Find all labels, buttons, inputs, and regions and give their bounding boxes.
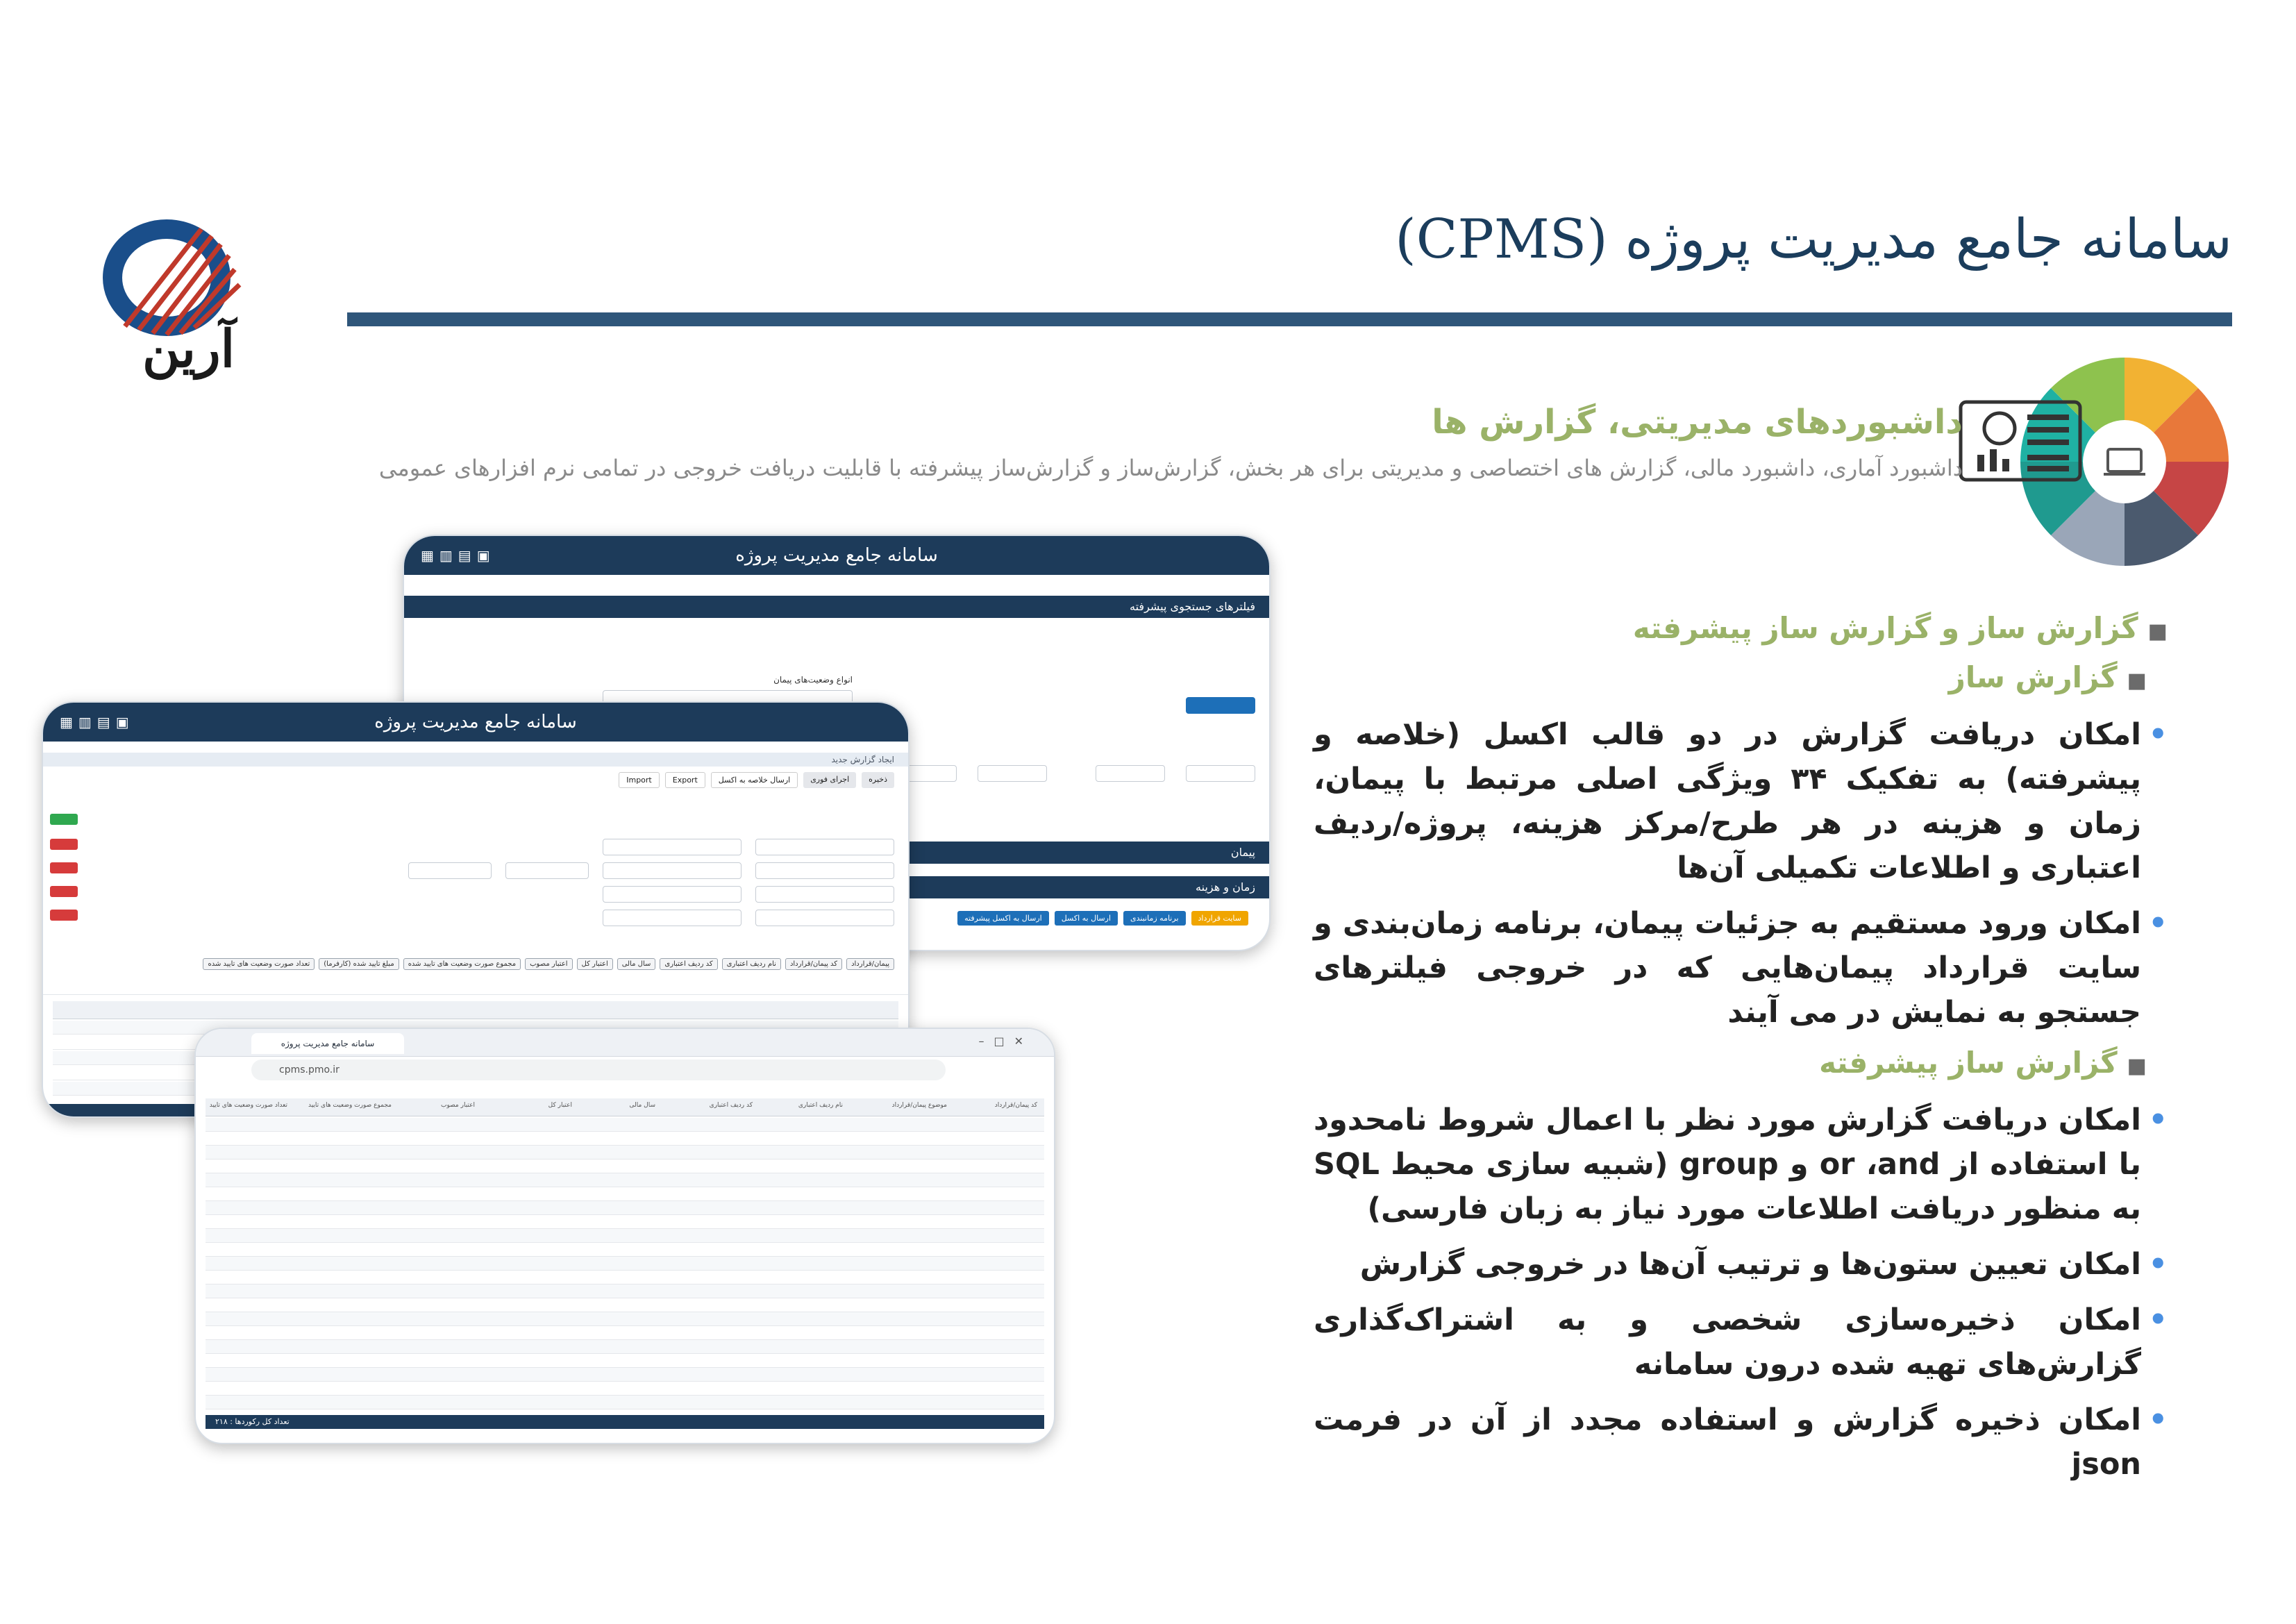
contract-site-button[interactable]: سایت قرارداد (1191, 911, 1248, 926)
table-row[interactable] (206, 1187, 1044, 1201)
bullet-text: امکان دریافت گزارش مورد نظر با اعمال شروط نامحدود با استفاده از or ،and و group (شبیه سازی محیط SQL به منظور دریافت اطلاعات مورد نیاز به زبان فارسی) (1314, 1103, 2141, 1226)
condition-field[interactable] (603, 862, 741, 879)
grid-footer: تعداد کل رکوردها : ۲۱۸ (206, 1415, 1044, 1429)
column-chip[interactable]: کد ردیف اعتباری (660, 958, 717, 970)
grid-header (53, 1001, 898, 1019)
browser-tab[interactable]: سامانه جامع مدیریت پروژه (251, 1033, 404, 1054)
column-chip[interactable]: مبلغ تایید شده (کارفرما) (319, 958, 399, 970)
excel-advanced-button[interactable]: ارسال به اکسل پیشرفته (957, 911, 1049, 926)
grid-header (206, 1098, 1044, 1116)
grid-column-header[interactable]: اعتبار مصوب (441, 1102, 475, 1109)
table-row[interactable] (206, 1368, 1044, 1382)
table-row[interactable] (206, 1354, 1044, 1368)
condition-field[interactable] (755, 886, 894, 903)
selected-columns (203, 958, 894, 970)
dot-bullet-icon: • (2148, 1403, 2168, 1437)
condition-field[interactable] (603, 910, 741, 926)
grid-column-header[interactable]: موضوع پیمان/قرارداد (891, 1102, 947, 1109)
bullet-text: امکان دریافت گزارش در دو قالب اکسل (خلاصه و پیشرفته) به تفکیک ۳۴ ویژگی اصلی مرتبط با پیمان، زمان و هزینه در هر طرح/مرکز هزینه، پروژه/ردیف اعتباری و اطلاعات تکمیلی آن‌ها (1314, 717, 2141, 885)
table-row[interactable] (206, 1257, 1044, 1271)
bullet-text: امکان ذخیره‌سازی شخصی و به اشتراک‌گذاری گزارش‌های تهیه شده درون سامانه (1314, 1303, 2141, 1382)
divider (43, 994, 908, 995)
panel-heading (1314, 611, 2168, 645)
condition-value[interactable] (408, 862, 492, 879)
app-header (43, 703, 908, 742)
remove-condition-button[interactable] (50, 862, 78, 873)
section-description: داشبورد آماری، داشبورد مالی، گزارش های اختصاصی و مدیریتی برای هر بخش، گزارش‌ساز و گزارش‌ساز پیشرفته با قابلیت دریافت خروجی در تمامی نرم افزارهای عمومی (378, 455, 1963, 481)
column-chip[interactable]: پیمان/قرارداد (846, 958, 894, 970)
condition-value[interactable] (505, 862, 589, 879)
select-button[interactable] (1186, 697, 1255, 714)
condition-field[interactable] (755, 910, 894, 926)
remove-condition-button[interactable] (50, 839, 78, 850)
subheading-text: گزارش ساز (1948, 660, 2118, 694)
app-title: سامانه جامع مدیریت پروژه (374, 712, 577, 733)
table-row[interactable] (206, 1326, 1044, 1340)
title-underline (347, 312, 2232, 326)
column-chip[interactable]: کد پیمان/قرارداد (785, 958, 842, 970)
remove-condition-button[interactable] (50, 886, 78, 897)
condition-field[interactable] (755, 862, 894, 879)
subheading-advanced-report-builder (1314, 1046, 2147, 1080)
table-row[interactable] (206, 1132, 1044, 1146)
table-row[interactable] (206, 1118, 1044, 1132)
window-controls[interactable]: –□✕ (978, 1035, 1033, 1048)
grid-column-header[interactable]: مجموع صورت وضعیت های تایید (308, 1102, 392, 1109)
time-cost-section-bar[interactable]: زمان و هزینه (404, 876, 1269, 898)
dot-bullet-icon: • (2148, 906, 2168, 941)
dot-bullet-icon: • (2148, 1103, 2168, 1137)
table-row[interactable] (206, 1396, 1044, 1409)
screenshot-results-browser (194, 1028, 1055, 1444)
excel-button[interactable]: ارسال به اکسل (1055, 911, 1118, 926)
dot-bullet-icon: • (2148, 1303, 2168, 1337)
table-row[interactable] (206, 1160, 1044, 1173)
column-chip[interactable]: نام ردیف اعتباری (722, 958, 781, 970)
dot-bullet-icon: • (2148, 717, 2168, 752)
app-title: سامانه جامع مدیریت پروژه (735, 545, 938, 566)
bullet-item (1314, 1098, 2168, 1231)
report-toolbar (619, 772, 894, 788)
remove-condition-button[interactable] (50, 910, 78, 921)
save-button[interactable]: ذخیره (862, 772, 894, 788)
export-button[interactable]: Export (665, 772, 705, 788)
bullet-text: امکان ورود مستقیم به جزئیات پیمان، برنامه زمان‌بندی و سایت قرارداد پیمان‌هایی که در خروجی فیلترهای جستجو به نمایش در می آیند (1314, 906, 2141, 1030)
square-bullet-icon: ■ (2147, 619, 2168, 644)
import-button[interactable]: Import (619, 772, 660, 788)
date-field[interactable] (1096, 765, 1165, 782)
feature-panel (1314, 611, 2168, 1498)
square-bullet-icon: ■ (2127, 1054, 2147, 1078)
address-bar[interactable]: cpms.pmo.ir (251, 1060, 946, 1080)
schedule-button[interactable]: برنامه زمانبندی (1123, 911, 1185, 926)
bullet-item (1314, 901, 2168, 1035)
column-chip[interactable]: اعتبار کل (577, 958, 613, 970)
breadcrumb: ایجاد گزارش جدید (43, 753, 908, 767)
column-chip[interactable]: سال مالی (617, 958, 656, 970)
bullet-item (1314, 1298, 2168, 1387)
bullet-item (1314, 712, 2168, 890)
table-row[interactable] (206, 1215, 1044, 1229)
dot-bullet-icon: • (2148, 1247, 2168, 1282)
column-chip[interactable]: تعداد صورت وضعیت های تایید شده (203, 958, 315, 970)
page-title: سامانه جامع مدیریت پروژه (CPMS) (1395, 208, 2232, 271)
app-header (404, 536, 1269, 575)
table-row[interactable] (206, 1173, 1044, 1187)
panel-heading-text: گزارش ساز و گزارش ساز پیشرفته (1632, 611, 2138, 645)
toolbar-icons: ▣▤▥▦ (60, 714, 135, 730)
condition-field[interactable] (603, 886, 741, 903)
subheading-report-builder (1314, 660, 2147, 694)
browser-tabbar (196, 1029, 1054, 1057)
add-condition-button[interactable] (50, 814, 78, 825)
grid-column-header[interactable]: کد ردیف اعتباری (709, 1102, 753, 1109)
condition-field[interactable] (603, 839, 741, 855)
bullet-item (1314, 1398, 2168, 1487)
section-title: داشبوردهای مدیریتی، گزارش ها (1432, 403, 1963, 442)
grid-column-header[interactable]: تعداد صورت وضعیت های تایید (209, 1102, 287, 1109)
table-row[interactable] (206, 1146, 1044, 1160)
dashboard-icon (1958, 399, 2083, 483)
column-chip[interactable]: اعتبار مصوب (525, 958, 572, 970)
run-button[interactable]: اجرای فوری (803, 772, 856, 788)
toolbar-icons: ▣▤▥▦ (421, 547, 496, 564)
table-row[interactable] (206, 1312, 1044, 1326)
bottom-buttons (957, 911, 1248, 926)
contract-types-label: انواع وضعیت‌های پیمان (773, 675, 853, 685)
logo-text: آرین (142, 319, 235, 379)
square-bullet-icon: ■ (2127, 669, 2147, 693)
date-field[interactable] (978, 765, 1047, 782)
table-row[interactable] (206, 1201, 1044, 1215)
table-row[interactable] (206, 1298, 1044, 1312)
excel-summary-button[interactable]: ارسال خلاصه به اکسل (711, 772, 798, 788)
table-row[interactable] (206, 1243, 1044, 1257)
grid-column-header[interactable]: کد پیمان/قرارداد (994, 1102, 1037, 1109)
condition-field[interactable] (755, 839, 894, 855)
filters-bar: فیلترهای جستجوی پیشرفته (404, 596, 1269, 618)
bullet-text: امکان تعیین ستون‌ها و ترتیب آن‌ها در خروجی گزارش (1359, 1247, 2141, 1282)
contract-section-bar[interactable]: پیمان (404, 842, 1269, 864)
table-row[interactable] (206, 1271, 1044, 1284)
table-row[interactable] (206, 1284, 1044, 1298)
column-chip[interactable]: مجموع صورت وضعیت های تایید شده (403, 958, 521, 970)
grid-column-header[interactable]: نام ردیف اعتباری (798, 1102, 843, 1109)
table-row[interactable] (206, 1340, 1044, 1354)
table-row[interactable] (206, 1382, 1044, 1396)
grid-column-header[interactable]: اعتبار کل (548, 1102, 572, 1109)
subheading-text: گزارش ساز پیشرفته (1819, 1046, 2118, 1080)
grid-column-header[interactable]: سال مالی (629, 1102, 655, 1109)
table-row[interactable] (206, 1229, 1044, 1243)
bullet-item (1314, 1242, 2168, 1287)
bullet-text: امکان ذخیره گزارش و استفاده مجدد از آن در فرمت json (1314, 1403, 2141, 1482)
date-field[interactable] (1186, 765, 1255, 782)
